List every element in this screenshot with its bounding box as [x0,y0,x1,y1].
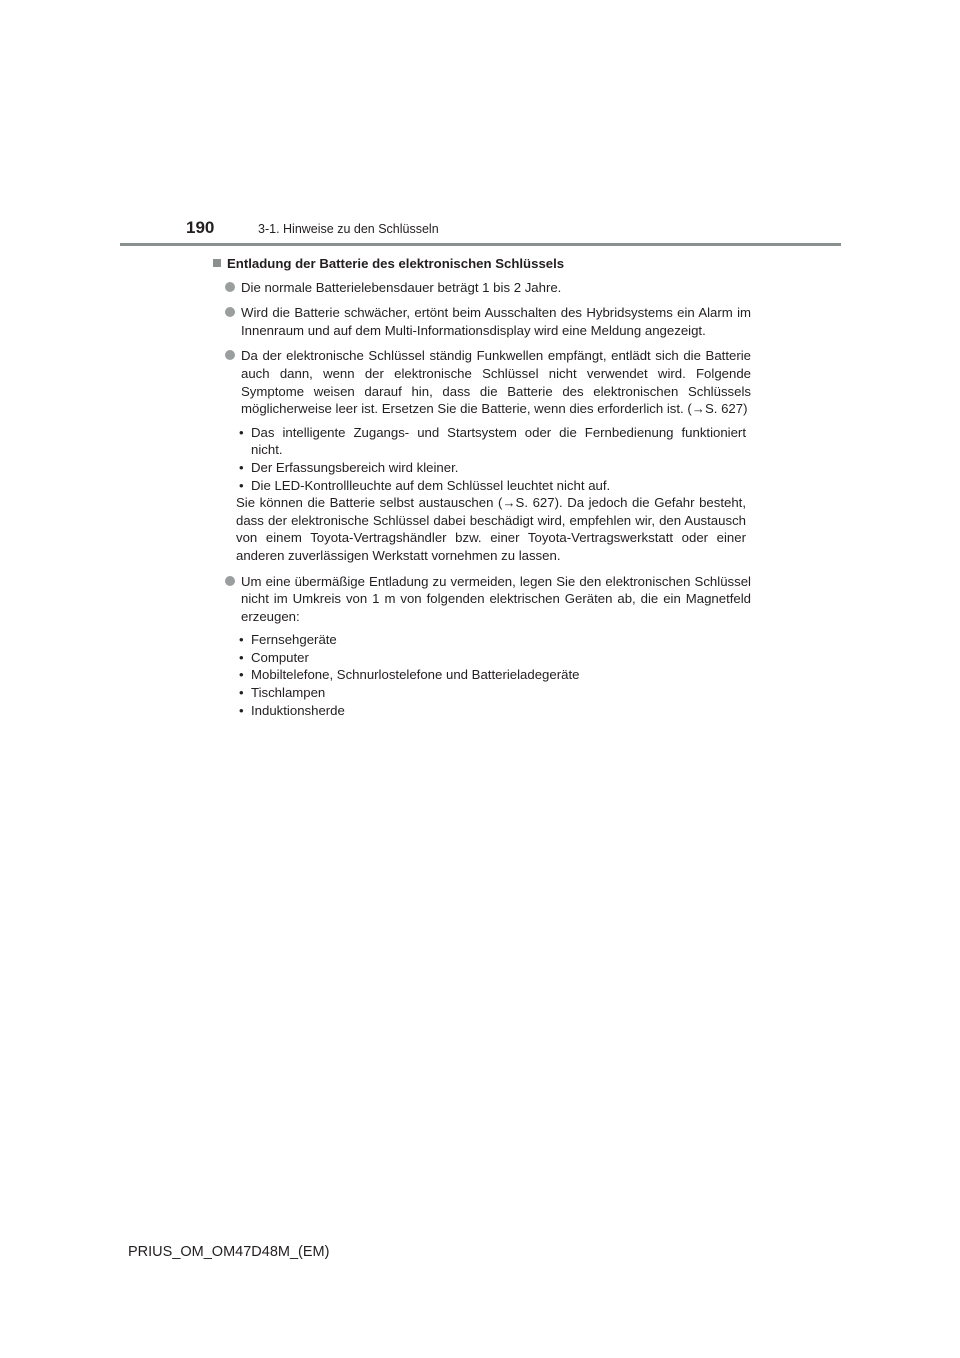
circle-bullet-icon [225,282,235,292]
bullet-text: Die normale Batterielebensdauer beträgt 1 bis 2 Jahre. [241,279,562,295]
dot-marker: • [239,649,244,665]
square-bullet-icon [213,259,221,267]
heading-text: Entladung der Batterie des elektronischen Schlüssels [227,256,565,271]
dot-marker: • [239,477,244,493]
list-item [211,573,751,626]
bullet-text: Da der elektronische Schlüssel ständig Funkwellen empfängt, entlädt sich die Batterie auch dann, wenn der elektronische Schlüssel nicht verwendet wird. Folgende Symptome weisen darauf hin, dass die Batterie des elektronischen Schlüssels möglicherweise leer ist. Ersetzen Sie die Batterie, wenn dies erforderlich ist. (→S. 627) [241,348,751,417]
device-item [236,649,746,667]
section-title: 3-1. Hinweise zu den Schlüsseln [258,222,439,236]
dot-marker: • [239,667,244,683]
symptom-text: Die LED-Kontrollleuchte auf dem Schlüssel leuchtet nicht auf. [251,477,611,493]
dot-marker: • [239,702,244,718]
dot-marker: • [239,424,244,440]
replace-note: Sie können die Batterie selbst austauschen (→S. 627). Da jedoch die Gefahr besteht, dass der elektronische Schlüssel dabei beschädigt wird, empfehlen wir, den Austausch von einem Toyota-Vertragshändler bzw. einer Toyota-Vertragswerkstatt oder einer anderen zuverlässigen Werkstatt vornehmen zu lassen. [236,495,746,563]
page-number: 190 [186,218,215,237]
device-item [236,702,746,720]
device-item [236,666,746,684]
circle-bullet-icon [225,350,235,360]
document-code: PRIUS_OM_OM47D48M_(EM) [128,1244,330,1260]
header-divider [120,243,841,246]
circle-bullet-icon [225,307,235,317]
symptom-text: Der Erfassungsbereich wird kleiner. [251,459,459,475]
symptom-item [236,424,746,459]
list-item [211,347,751,417]
device-list [236,631,746,719]
dot-marker: • [239,632,244,648]
device-text: Induktionsherde [251,702,345,718]
device-text: Fernsehgeräte [251,632,337,648]
device-item [236,684,746,702]
list-item [211,279,751,297]
bullet-text: Um eine übermäßige Entladung zu vermeiden, legen Sie den elektronischen Schlüssel nicht im Umkreis von 1 m von folgenden elektrischen Geräten ab, die ein Magnetfeld erzeugen: [241,573,751,624]
symptom-list [236,424,746,494]
symptom-item [236,459,746,477]
symptom-text: Das intelligente Zugangs- und Startsystem oder die Fernbedienung funktioniert nicht. [251,424,746,458]
device-text: Computer [251,649,309,665]
device-text: Mobiltelefone, Schnurlostelefone und Batterieladegeräte [251,667,580,683]
device-text: Tischlampen [251,685,326,701]
bullet-text: Wird die Batterie schwächer, ertönt beim Ausschalten des Hybridsystems ein Alarm im Innenraum und auf dem Multi-Informationsdisplay wird eine Meldung angezeigt. [241,305,751,338]
dot-marker: • [239,459,244,475]
list-item [211,304,751,339]
page-content [211,255,751,719]
circle-bullet-icon [225,576,235,586]
symptom-item [236,477,746,495]
device-item [236,631,746,649]
dot-marker: • [239,685,244,701]
section-heading [211,255,751,273]
